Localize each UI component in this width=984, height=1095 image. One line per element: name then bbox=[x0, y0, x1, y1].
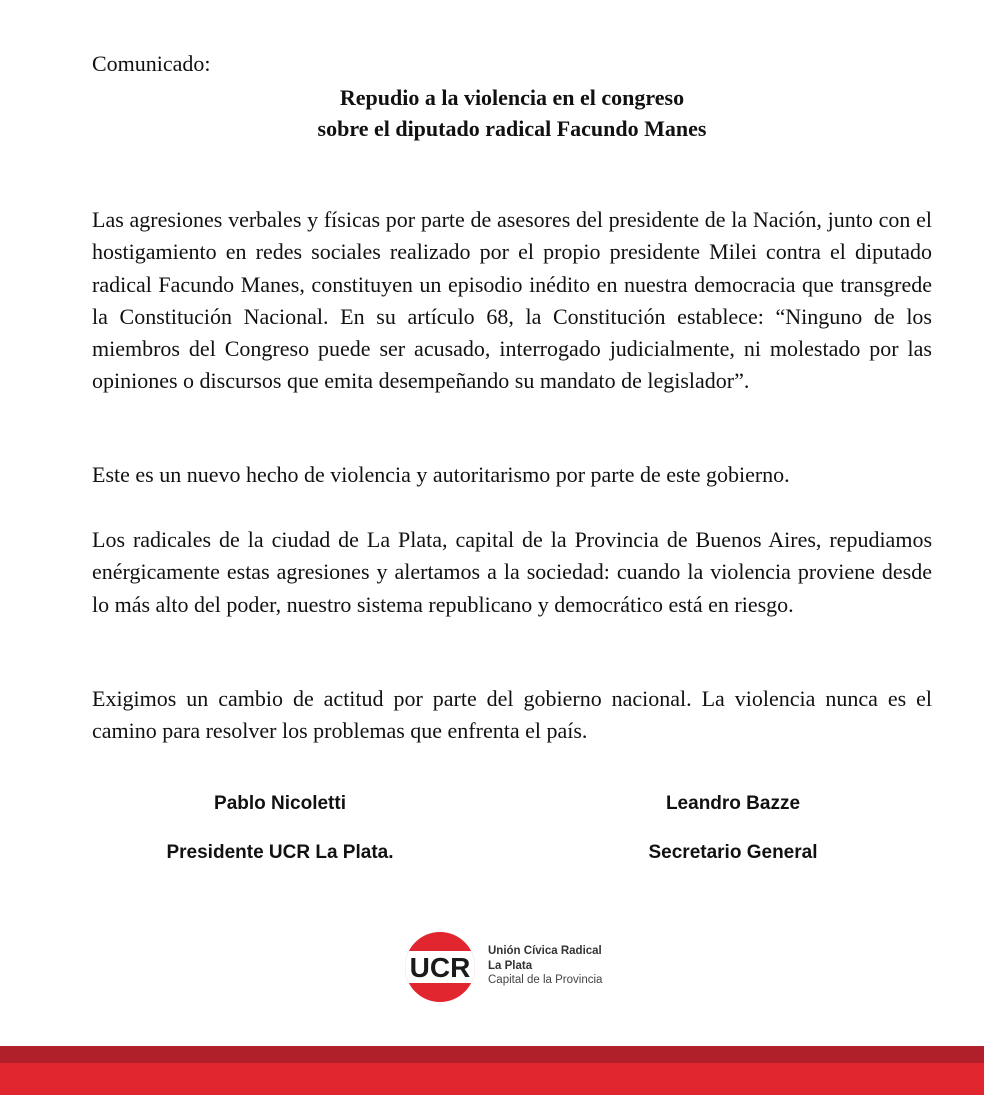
signature-left bbox=[120, 792, 440, 865]
ucr-logo-letters: UCR bbox=[409, 952, 471, 983]
signature-name: Leandro Bazze bbox=[665, 793, 801, 814]
document-heading-label: Comunicado: bbox=[92, 51, 211, 76]
paragraph-2: Este es un nuevo hecho de violencia y autoritarismo por parte de este gobierno. bbox=[92, 462, 790, 487]
title-line-2: sobre el diputado radical Facundo Manes bbox=[317, 116, 707, 141]
ucr-logo-text bbox=[488, 944, 602, 988]
footer-band-red bbox=[0, 1063, 984, 1095]
title-line-1: Repudio a la violencia en el congreso bbox=[339, 85, 685, 110]
signature-right bbox=[573, 792, 893, 865]
paragraph-3: Los radicales de la ciudad de La Plata, capital de la Provincia de Buenos Aires, repudiamos enérgicamente estas agresiones y alertamos a la sociedad: cuando la violencia proviene desde lo más alto del poder, nuestro sistema republicano y democrático está en riesgo. bbox=[92, 527, 932, 617]
ucr-logo bbox=[404, 930, 644, 1004]
logo-line-2: La Plata bbox=[488, 959, 533, 972]
logo-line-1: Unión Cívica Radical bbox=[488, 945, 602, 957]
signature-role: Secretario General bbox=[648, 842, 818, 863]
logo-line-3: Capital de la Provincia bbox=[488, 974, 603, 986]
document-title bbox=[92, 82, 932, 144]
signature-name: Pablo Nicoletti bbox=[214, 793, 346, 814]
footer-band-dark bbox=[0, 1046, 984, 1063]
signature-role: Presidente UCR La Plata. bbox=[166, 842, 394, 863]
paragraph-4: Exigimos un cambio de actitud por parte del gobierno nacional. La violencia nunca es el camino para resolver los problemas que enfrenta el país. bbox=[92, 686, 932, 744]
ucr-logo-mark bbox=[404, 930, 476, 1004]
paragraph-1: Las agresiones verbales y físicas por parte de asesores del presidente de la Nación, junto con el hostigamiento en redes sociales realizado por el propio presidente Milei contra el diputado radical Facundo Manes, constituyen un episodio inédito en nuestra democracia que transgrede la Constitución Nacional. En su artículo 68, la Constitución establece: “Ninguno de los miembros del Congreso puede ser acusado, interrogado judicialmente, ni molestado por las opiniones o discursos que emita desempeñando su mandato de legislador”. bbox=[92, 207, 932, 394]
